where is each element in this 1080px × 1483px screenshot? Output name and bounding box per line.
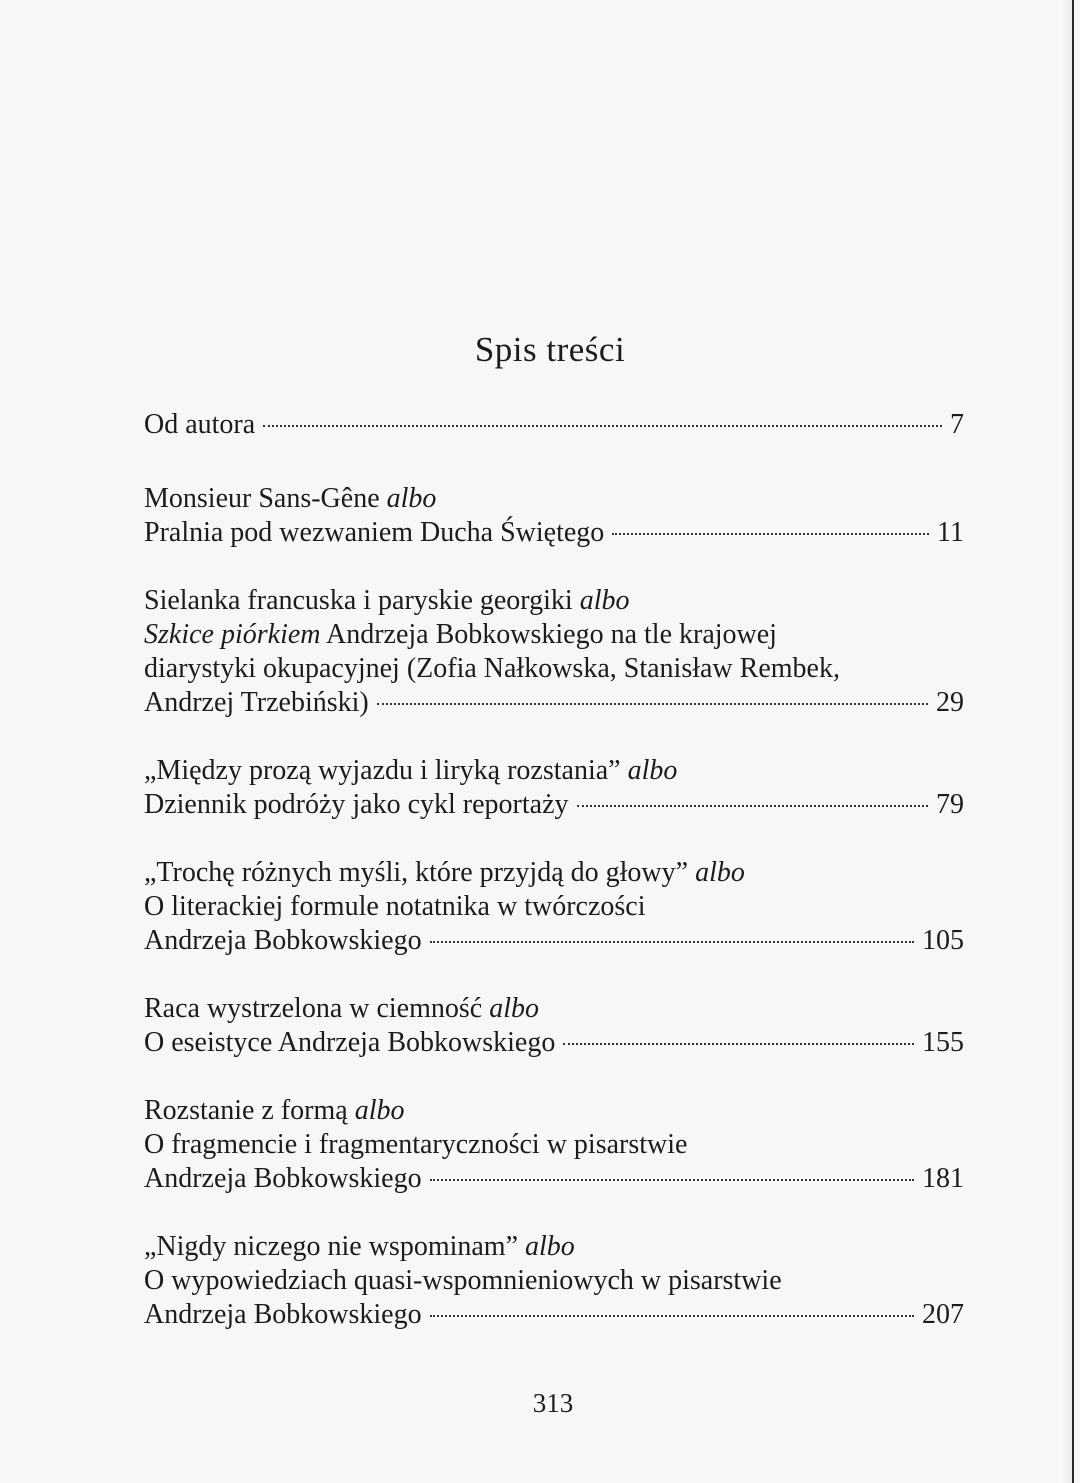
toc-page-number: 181	[922, 1163, 964, 1194]
italic-book-title: Szkice piórkiem	[144, 619, 321, 650]
toc-entry-line	[144, 754, 964, 788]
toc-entry-od-autora	[144, 408, 964, 442]
toc-entry-last-line	[144, 1026, 964, 1060]
table-of-contents	[144, 408, 964, 1366]
toc-entry-title: Raca wystrzelona w ciemność	[144, 993, 483, 1024]
albo-connector: albo	[489, 993, 539, 1024]
toc-entry-subtitle: Andrzeja Bobkowskiego	[144, 925, 422, 956]
albo-connector: albo	[627, 755, 678, 786]
toc-entry-nigdy-niczego	[144, 1230, 964, 1332]
toc-entry-sielanka-francuska	[144, 584, 964, 720]
toc-entry-last-line	[144, 1162, 964, 1196]
dot-leader	[263, 425, 942, 427]
toc-entry-last-line	[144, 1298, 964, 1332]
toc-entry-title: Monsieur Sans-Gêne	[144, 483, 380, 514]
toc-entry-subtitle: Andrzeja Bobkowskiego	[144, 1163, 422, 1194]
toc-entry-rozstanie-z-forma	[144, 1094, 964, 1196]
dot-leader	[577, 805, 928, 807]
toc-entry-subtitle: Andrzeja Bobkowskiego na tle krajowej	[325, 619, 777, 650]
toc-entry-last-line	[144, 788, 964, 822]
toc-entry-title: Od autora	[144, 409, 256, 440]
toc-entry-title: „Trochę różnych myśli, które przyjdą do głowy”	[144, 857, 689, 888]
dot-leader	[430, 941, 914, 943]
toc-page-number: 105	[922, 925, 964, 956]
page-edge	[1072, 0, 1074, 1483]
toc-page-number: 29	[936, 687, 964, 718]
dot-leader	[430, 1315, 914, 1317]
toc-entry-last-line	[144, 516, 964, 550]
toc-page-number: 79	[936, 789, 964, 820]
toc-entry-subtitle: O literackiej formule notatnika w twórczości	[144, 891, 646, 922]
toc-page-number: 207	[922, 1299, 964, 1330]
page-title: Spis treści	[474, 330, 626, 369]
toc-entry-subtitle: O eseistyce Andrzeja Bobkowskiego	[144, 1027, 556, 1058]
toc-entry-line	[144, 1230, 964, 1264]
toc-entry-subtitle: Dziennik podróży jako cykl reportaży	[144, 789, 569, 820]
dot-leader	[563, 1043, 914, 1045]
albo-connector: albo	[525, 1231, 575, 1262]
toc-entry-line	[144, 482, 964, 516]
dot-leader	[612, 533, 929, 535]
toc-entry-line	[144, 1264, 964, 1298]
toc-entry-last-line	[144, 408, 964, 442]
dot-leader	[377, 703, 928, 705]
page-folio-number: 313	[532, 1388, 574, 1418]
toc-entry-subtitle: O wypowiedziach quasi-wspomnieniowych w pisarstwie	[144, 1265, 782, 1296]
page-edge-shadow	[1062, 0, 1072, 1483]
toc-entry-title: „Nigdy niczego nie wspominam”	[144, 1231, 519, 1262]
dot-leader	[430, 1179, 914, 1181]
toc-entry-title: Rozstanie z formą	[144, 1095, 348, 1126]
toc-entry-line	[144, 856, 964, 890]
toc-entry-raca-wystrzelona	[144, 992, 964, 1060]
albo-connector: albo	[354, 1095, 405, 1126]
toc-entry-monsieur-sans-gene	[144, 482, 964, 550]
toc-page-number: 155	[922, 1027, 964, 1058]
toc-entry-subtitle: Andrzeja Bobkowskiego	[144, 1299, 422, 1330]
albo-connector: albo	[695, 857, 745, 888]
toc-page-number: 11	[937, 517, 964, 548]
toc-entry-title: Sielanka francuska i paryskie georgiki	[144, 585, 573, 616]
toc-entry-last-line	[144, 686, 964, 720]
toc-entry-line	[144, 652, 964, 686]
albo-connector: albo	[386, 483, 437, 514]
toc-page-number: 7	[950, 409, 964, 440]
toc-entry-subtitle: O fragmencie i fragmentaryczności w pisarstwie	[144, 1129, 688, 1160]
toc-entry-line	[144, 1094, 964, 1128]
toc-entry-line	[144, 992, 964, 1026]
toc-entry-subtitle: Pralnia pod wezwaniem Ducha Świętego	[144, 517, 605, 548]
albo-connector: albo	[579, 585, 630, 616]
toc-entry-subtitle: Andrzej Trzebiński)	[144, 687, 369, 718]
toc-entry-subtitle: diarystyki okupacyjnej (Zofia Nałkowska, Stanisław Rembek,	[144, 653, 840, 684]
toc-entry-last-line	[144, 924, 964, 958]
toc-entry-troche-roznych-mysli	[144, 856, 964, 958]
toc-entry-title: „Między prozą wyjazdu i liryką rozstania”	[144, 755, 621, 786]
toc-entry-line	[144, 618, 964, 652]
toc-entry-line	[144, 890, 964, 924]
toc-entry-miedzy-proza	[144, 754, 964, 822]
toc-entry-line	[144, 1128, 964, 1162]
toc-entry-line	[144, 584, 964, 618]
